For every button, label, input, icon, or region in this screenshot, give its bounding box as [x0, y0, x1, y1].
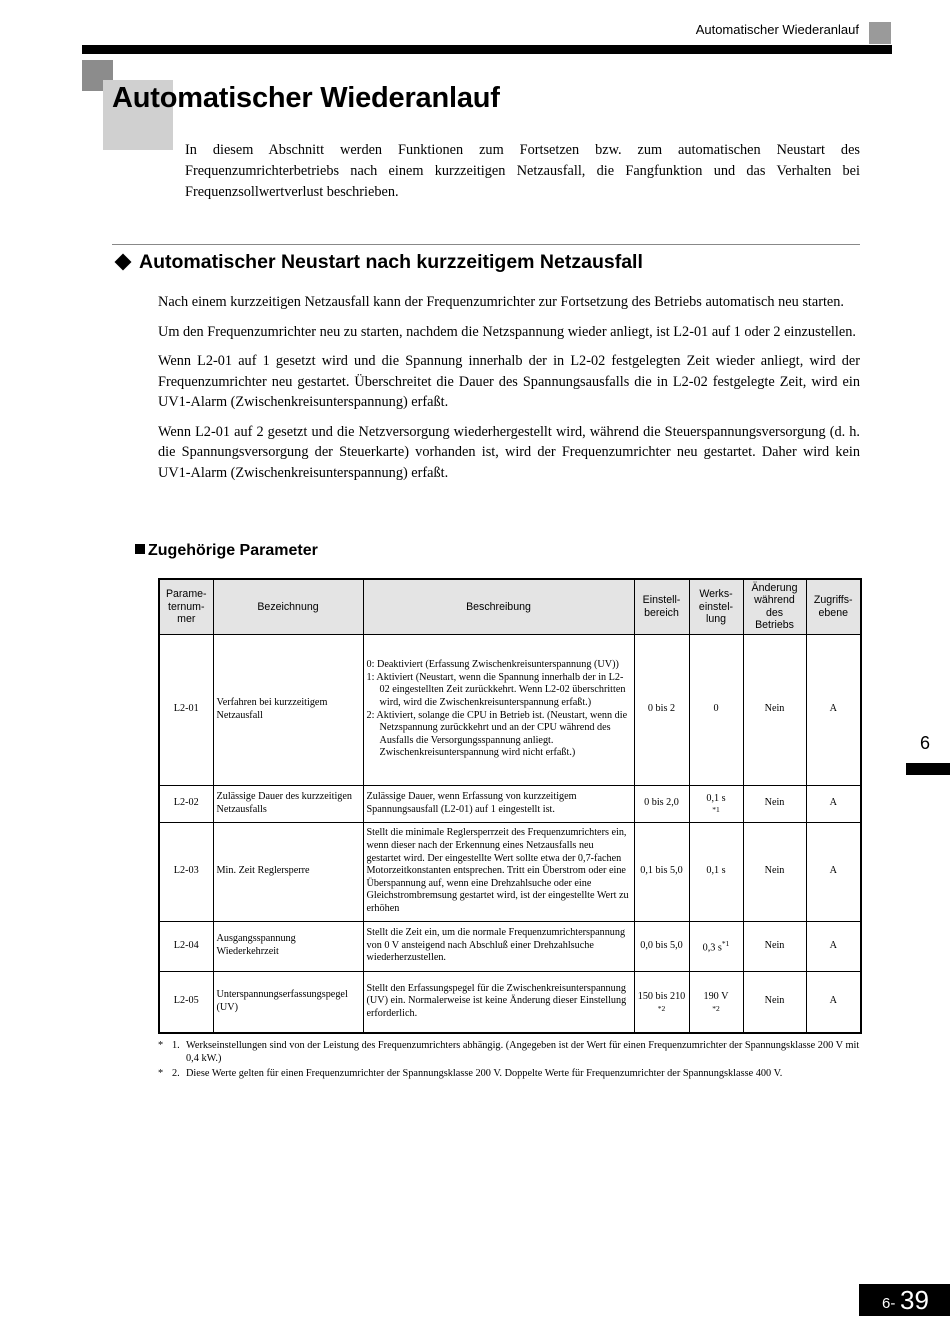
param-name: Zulässige Dauer des kurzzeitigen Netzausfalls: [213, 785, 363, 822]
section-heading-text: Automatischer Neustart nach kurzzeitigem Netzausfall: [139, 251, 643, 273]
param-change: Nein: [743, 822, 806, 921]
header-rule: [82, 45, 892, 54]
param-description: Stellt die minimale Reglersperrzeit des Frequenzumrichters ein, wenn dieser nach der Erkennung eines Netzausfalls neu gestartet wird. Der eingestellte Wert sollte etwa der 0,7-fachen Motorzeitkonstanten entsprechen. Tritt ein Überstrom oder eine Überspannung auf, wenn eine Drehzahlsuche oder eine Gleichstrombremsung gestartet wird, ist der eingestellte Wert zu erhöhen: [363, 822, 634, 921]
param-default: [689, 921, 743, 971]
param-number: L2-05: [159, 971, 213, 1033]
param-default: 0,1 s: [689, 822, 743, 921]
chapter-tab-number: 6: [920, 733, 931, 753]
param-description: Stellt die Zeit ein, um die normale Frequenzumrichterspannung von 0 V ansteigend nach Abschluß einer Drehzahlsuche wiederherzustellen.: [363, 921, 634, 971]
footnote-text: Diese Werte gelten für einen Frequenzumrichter der Spannungsklasse 200 V. Doppelte Werte für Frequenzumrichter der Spannungsklasse 400 V.: [186, 1068, 783, 1079]
param-range: 0 bis 2: [634, 634, 689, 785]
param-range: 0,0 bis 5,0: [634, 921, 689, 971]
param-access: A: [806, 971, 861, 1033]
section-body: [158, 292, 860, 492]
desc-option: 2: Aktiviert, solange die CPU in Betrieb ist. (Neustart, wenn die Netzspannung zurückkehrt und an der CPU während des Ausfalls die Versorgungsspannung anliegt. Zwischenkreisunterspannung wird nicht erfaßt.): [366, 709, 628, 759]
footnote: [158, 1040, 860, 1065]
param-change: Nein: [743, 785, 806, 822]
param-range: 0,1 bis 5,0: [634, 822, 689, 921]
params-heading: [135, 542, 318, 560]
header-access: Zugriffs-ebene: [806, 579, 861, 634]
page-chapter-prefix: 6-: [882, 1295, 896, 1312]
header-name: Bezeichnung: [213, 579, 363, 634]
param-change: Nein: [743, 971, 806, 1033]
range-value: 150 bis 210: [637, 990, 686, 1002]
section-heading: [113, 251, 643, 274]
footnote-text: Werkseinstellungen sind von der Leistung des Frequenzumrichters abhängig. (Angegeben ist der Wert für einen Frequenzumrichter der Spannungsklasse 200 V mit 0,4 kW.): [186, 1040, 860, 1064]
param-number: L2-03: [159, 822, 213, 921]
page-number: 39: [900, 1285, 929, 1315]
param-range: 0 bis 2,0: [634, 785, 689, 822]
chapter-tab-bar: [906, 763, 950, 775]
desc-option: 0: Deaktiviert (Erfassung Zwischenkreisunterspannung (UV)): [366, 659, 619, 671]
table-row: [159, 634, 861, 785]
param-change: Nein: [743, 921, 806, 971]
square-bullet-icon: [135, 544, 145, 554]
param-default: [689, 971, 743, 1033]
param-default: 0: [689, 634, 743, 785]
param-name: Min. Zeit Reglersperre: [213, 822, 363, 921]
table-header-row: [159, 579, 861, 634]
default-value: 190 V: [703, 990, 729, 1002]
table-row: [159, 921, 861, 971]
param-access: A: [806, 634, 861, 785]
desc-option: 1: Aktiviert (Neustart, wenn die Spannung innerhalb der in L2-02 eingestellten Zeit zurückkehrt. Wenn L2-02 überschritten wird, wird die Zwischenkreisunterspannung erfaßt.): [366, 671, 626, 708]
footnote-mark: *1: [712, 805, 720, 815]
param-number: L2-04: [159, 921, 213, 971]
param-change: Nein: [743, 634, 806, 785]
param-access: A: [806, 822, 861, 921]
footnote-mark: *2: [712, 1003, 720, 1013]
table-row: [159, 785, 861, 822]
param-description: Stellt den Erfassungspegel für die Zwischenkreisunterspannung (UV) ein. Normalerweise ist keine Änderung dieser Einstellung erforderlich.: [363, 971, 634, 1033]
body-paragraph: Wenn L2-01 auf 2 gesetzt und die Netzversorgung wiederhergestellt wird, während die Steuerspannungsversorgung (d. h. die Spannungsversorgung der Steuerkarte) vorhanden ist, wird der Frequenzumrichter neu gestartet. Daher wird kein UV1-Alarm (Zwischenkreisunterspannung) erfaßt.: [158, 423, 860, 481]
param-name: Verfahren bei kurzzeitigem Netzausfall: [213, 634, 363, 785]
param-default: [689, 785, 743, 822]
param-name: Unterspannungserfassungspegel (UV): [213, 971, 363, 1033]
footnote-number: 2.: [172, 1068, 180, 1079]
param-number: L2-01: [159, 634, 213, 785]
footnote-star: *: [158, 1068, 164, 1079]
footnote-star: *: [158, 1040, 164, 1051]
param-range: [634, 971, 689, 1033]
header-range: Einstell-bereich: [634, 579, 689, 634]
param-number: L2-02: [159, 785, 213, 822]
header-description: Beschreibung: [363, 579, 634, 634]
header-square-mark: [869, 22, 891, 44]
footnote-mark: *1: [721, 938, 730, 948]
footnote: [158, 1068, 860, 1081]
section-rule: [112, 244, 860, 245]
param-access: A: [806, 921, 861, 971]
table-row: [159, 971, 861, 1033]
footnote-mark: *2: [657, 1003, 666, 1013]
parameter-table: [158, 578, 862, 1034]
body-paragraph: Nach einem kurzzeitigen Netzausfall kann der Frequenzumrichter zur Fortsetzung des Betriebs automatisch neu starten.: [158, 294, 844, 310]
param-name: Ausgangsspannung Wiederkehrzeit: [213, 921, 363, 971]
params-heading-text: Zugehörige Parameter: [148, 542, 318, 559]
table-row: [159, 822, 861, 921]
default-value: 0,3 s: [702, 941, 722, 953]
intro-paragraph: In diesem Abschnitt werden Funktionen zum Fortsetzen bzw. zum automatischen Neustart des Frequenzumrichterbetriebs nach einem kurzzeitigen Netzausfall, die Fangfunktion und das Verhalten bei Frequenzsollwertverlust beschrieben.: [185, 142, 860, 200]
header-change-in-run: Änderung während des Betriebs: [743, 579, 806, 634]
default-value: 0,1 s: [706, 792, 726, 804]
param-description: [363, 634, 634, 785]
running-header-title: Automatischer Wiederanlauf: [695, 22, 859, 37]
footnotes: [158, 1040, 860, 1084]
page-title: Automatischer Wiederanlauf: [112, 82, 500, 114]
header-number: Parame-ternum-mer: [159, 579, 213, 634]
diamond-bullet-icon: [115, 253, 132, 270]
body-paragraph: Um den Frequenzumrichter neu zu starten, nachdem die Netzspannung wieder anliegt, ist L2-01 auf 1 oder 2 einzustellen.: [158, 323, 856, 340]
param-description: Zulässige Dauer, wenn Erfassung von kurzzeitigem Spannungsausfall (L2-01) auf 1 eingestellt ist.: [363, 785, 634, 822]
param-access: A: [806, 785, 861, 822]
header-default: Werks-einstel-lung: [689, 579, 743, 634]
body-paragraph: Wenn L2-01 auf 1 gesetzt wird und die Spannung innerhalb der in L2-02 festgelegten Zeit wieder anliegt, wird der Frequenzumrichter neu gestartet. Überschreitet die Dauer des Spannungsausfalls die in L2-02 festgelegte Zeit, wird ein UV1-Alarm (Zwischenkreisunterspannung) erfaßt.: [158, 353, 860, 410]
page-number-box: [859, 1284, 950, 1316]
footnote-number: 1.: [172, 1040, 180, 1051]
